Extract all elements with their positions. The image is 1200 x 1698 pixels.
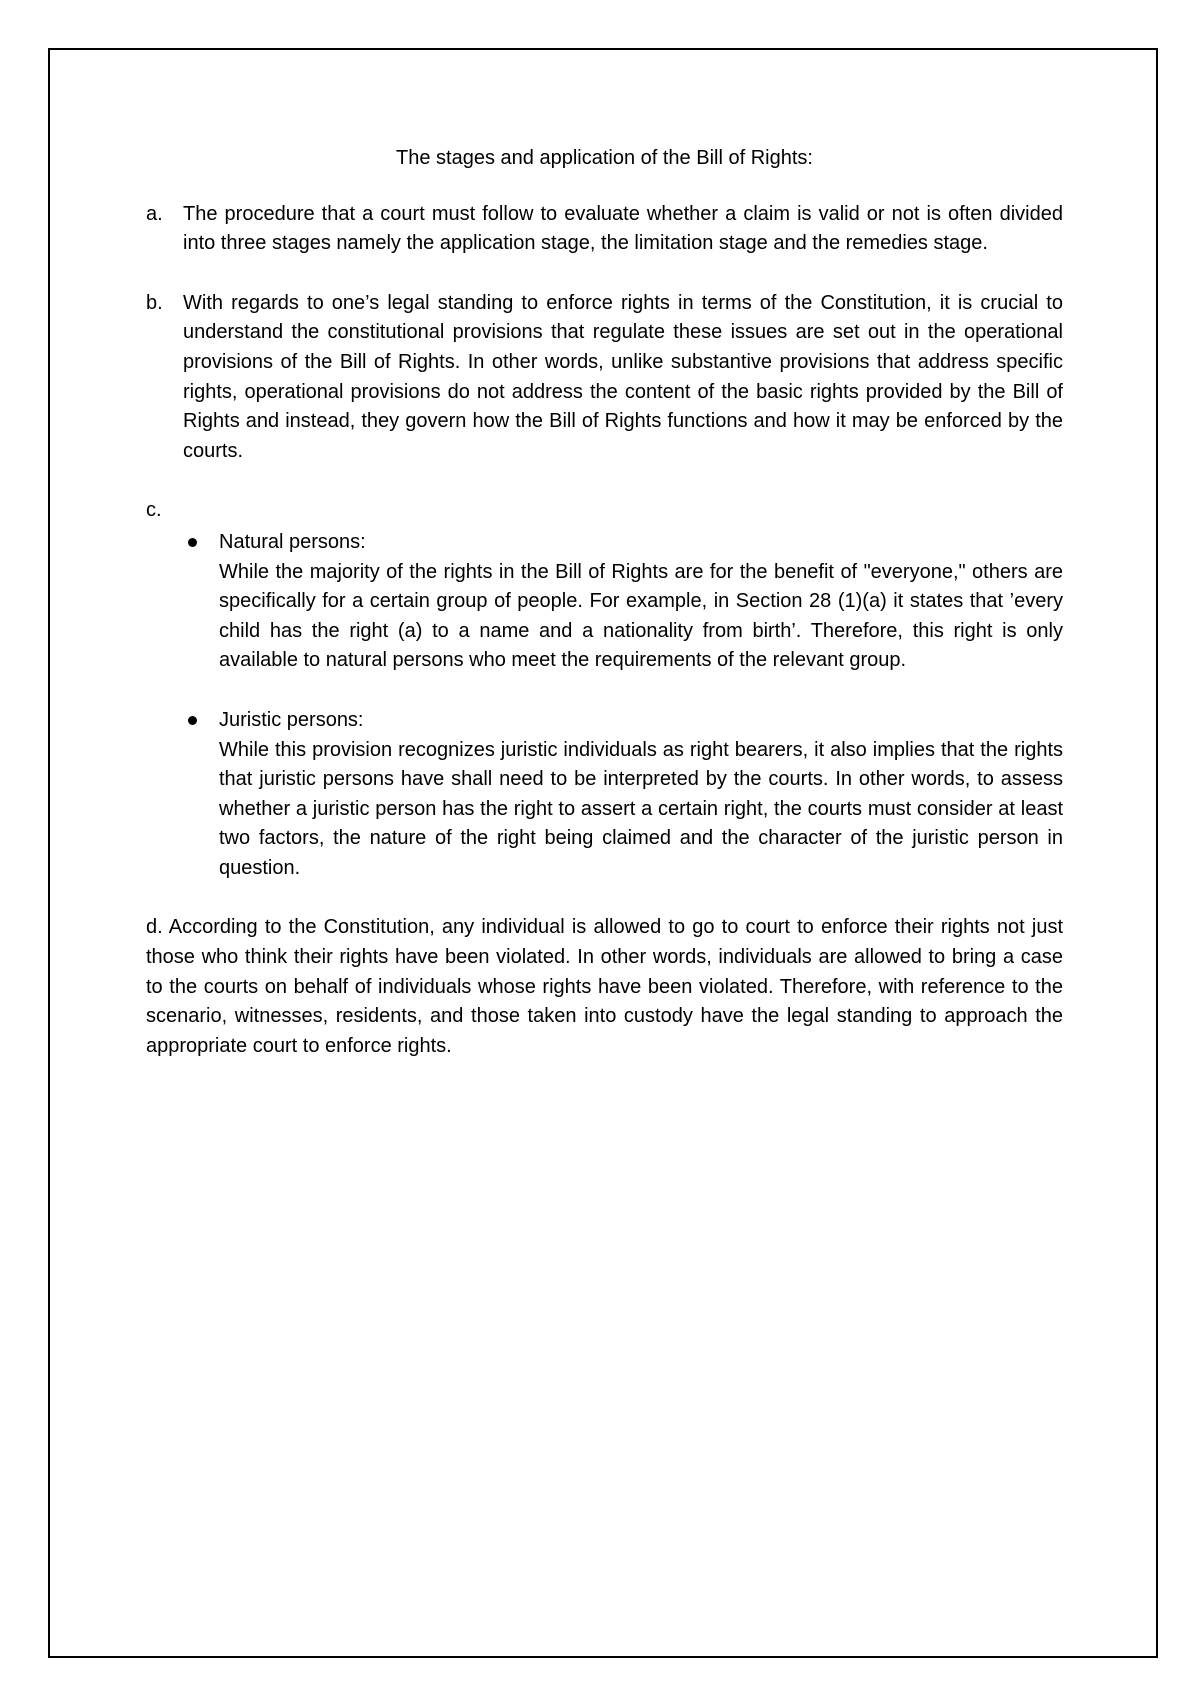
list-marker-c: c. bbox=[146, 499, 162, 522]
bullet-natural-persons bbox=[183, 528, 1063, 676]
bullet-text: While the majority of the rights in the Bill of Rights are for the benefit of "everyone," others are specifically for a certain group of people. For example, in Section 28 (1)(a) it states that ’every child has the right (a) to a name and a nationality from birth’. Therefore, this right is only available to natural persons who meet the requirements of the relevant group. bbox=[219, 560, 1063, 672]
bullet-heading: Juristic persons: bbox=[219, 708, 364, 731]
document-content bbox=[146, 144, 1063, 1061]
bullet-text: While this provision recognizes juristic individuals as right bearers, it also implies that the rights that juristic persons have shall need to be interpreted by the courts. In other words, to assess whether a juristic person has the right to assert a certain right, the courts must consider at least two factors, the nature of the right being claimed and the character of the juristic person in question. bbox=[219, 738, 1063, 879]
list-item-b bbox=[146, 289, 1063, 467]
paragraph-d: d. According to the Constitution, any individual is allowed to go to court to enforce their rights not just those who think their rights have been violated. In other words, individuals are allowed to bring a case to the courts on behalf of individuals whose rights have been violated. Therefore, with reference to the scenario, witnesses, residents, and those taken into custody have the legal standing to approach the appropriate court to enforce rights. bbox=[146, 916, 1063, 1057]
list-text-b: With regards to one’s legal standing to enforce rights in terms of the Constitution, it is crucial to understand the constitutional provisions that regulate these issues are set out in the operational provisions of the Bill of Rights. In other words, unlike substantive provisions that address specific rights, operational provisions do not address the content of the basic rights provided by the Bill of Rights and instead, they govern how the Bill of Rights functions and how it may be enforced by the courts. bbox=[183, 291, 1063, 462]
bullet-dot-icon bbox=[183, 706, 219, 884]
bullet-body bbox=[219, 528, 1063, 676]
list-text-a: The procedure that a court must follow to evaluate whether a claim is valid or not is often divided into three stages namely the application stage, the limitation stage and the remedies stage. bbox=[183, 202, 1063, 255]
bullet-heading: Natural persons: bbox=[219, 530, 366, 553]
list-item-c bbox=[146, 496, 1063, 526]
list-item-a bbox=[146, 200, 1063, 259]
list-text-c bbox=[183, 496, 1063, 526]
bullet-body bbox=[219, 706, 1063, 884]
list-marker-a: a. bbox=[146, 202, 163, 225]
bullet-juristic-persons bbox=[183, 706, 1063, 884]
bullet-dot-icon bbox=[183, 528, 219, 676]
list-marker-b: b. bbox=[146, 291, 163, 314]
document-title: The stages and application of the Bill of Rights: bbox=[396, 147, 813, 169]
